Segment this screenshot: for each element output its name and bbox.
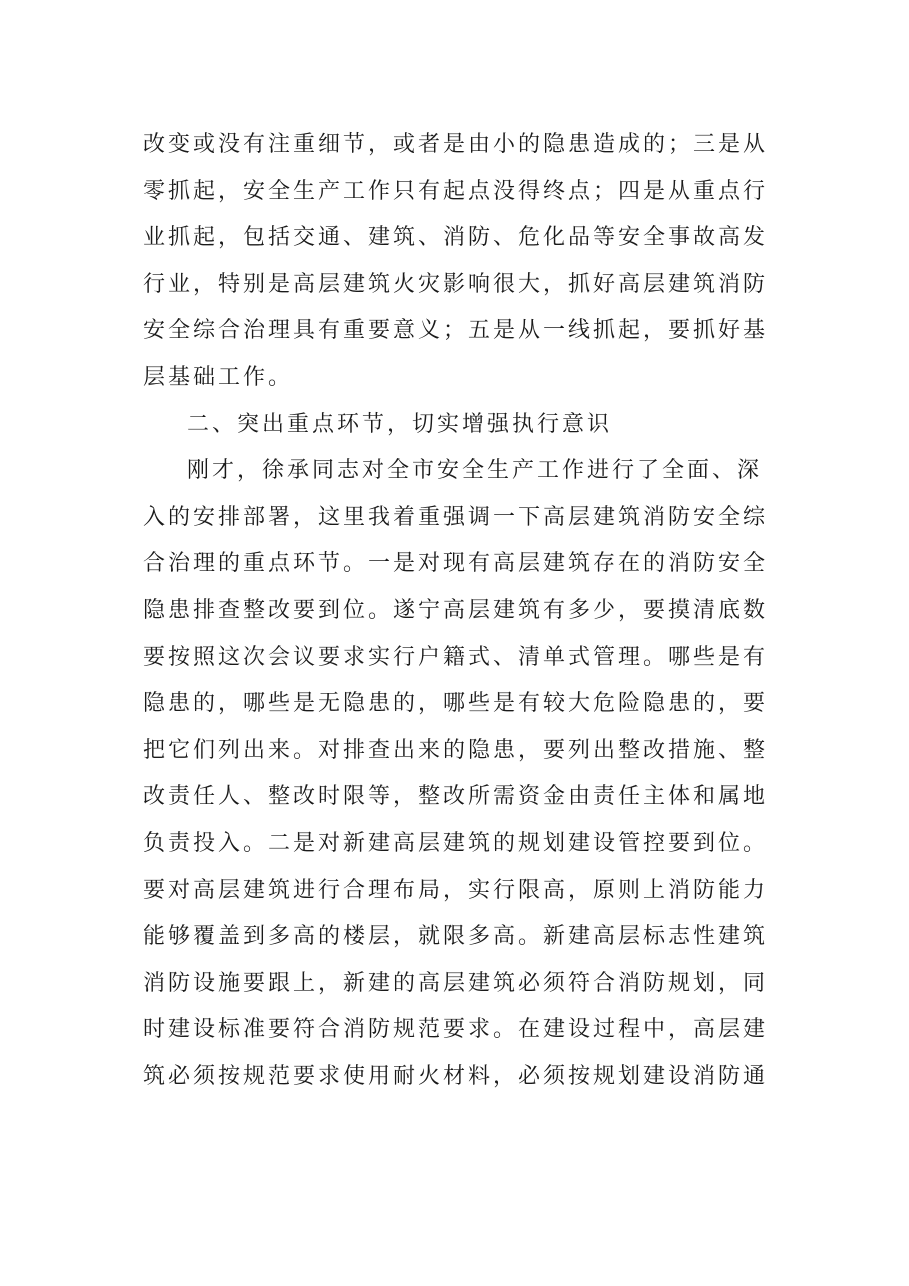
body-text — [143, 122, 783, 1100]
text-line: 业抓起，包括交通、建筑、消防、危化品等安全事故高发 — [143, 225, 769, 251]
text-line: 时建设标准要符合消防规范要求。在建设过程中，高层建 — [143, 1017, 769, 1043]
text-line: 合治理的重点环节。一是对现有高层建筑存在的消防安全 — [143, 551, 769, 577]
text-line: 改变或没有注重细节，或者是由小的隐患造成的；三是从 — [143, 132, 769, 157]
text-line: 消防设施要跟上，新建的高层建筑必须符合消防规划，同 — [143, 970, 769, 996]
text-line: 把它们列出来。对排查出来的隐患，要列出整改措施、整 — [143, 737, 769, 763]
text-line: 能够覆盖到多高的楼层，就限多高。新建高层标志性建筑 — [143, 924, 769, 950]
text-line: 负责投入。二是对新建高层建筑的规划建设管控要到位。 — [143, 830, 769, 856]
text-line: 改责任人、整改时限等，整改所需资金由责任主体和属地 — [143, 784, 769, 810]
paragraph-start-line: 二、突出重点环节，切实增强执行意识 — [187, 411, 613, 437]
text-line: 要对高层建筑进行合理布局，实行限高，原则上消防能力 — [143, 877, 769, 903]
text-line: 零抓起，安全生产工作只有起点没得终点；四是从重点行 — [143, 178, 769, 204]
text-line: 筑必须按规范要求使用耐火材料，必须按规划建设消防通 — [143, 1063, 769, 1089]
text-line: 行业，特别是高层建筑火灾影响很大，抓好高层建筑消防 — [143, 271, 769, 297]
text-line: 入的安排部署，这里我着重强调一下高层建筑消防安全综 — [143, 504, 769, 530]
text-line: 隐患的，哪些是无隐患的，哪些是有较大危险隐患的，要 — [143, 691, 769, 717]
text-line: 层基础工作。 — [143, 364, 294, 390]
text-line: 隐患排查整改要到位。遂宁高层建筑有多少，要摸清底数 — [143, 597, 769, 623]
text-line: 要按照这次会议要求实行户籍式、清单式管理。哪些是有 — [143, 644, 769, 670]
text-line: 安全综合治理具有重要意义；五是从一线抓起，要抓好基 — [143, 318, 769, 344]
paragraph-start-line: 刚才，徐承同志对全市安全生产工作进行了全面、深 — [187, 458, 763, 484]
